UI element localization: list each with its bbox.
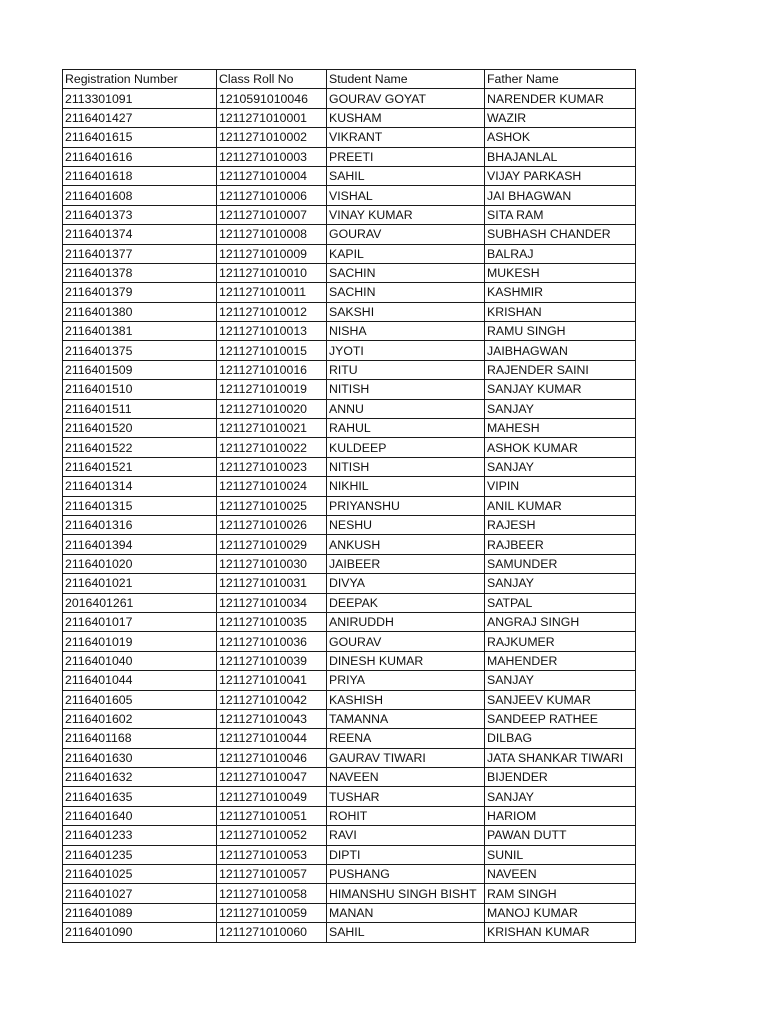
student-name-cell: GAURAV TIWARI xyxy=(327,748,485,767)
registration-number-cell: 2116401019 xyxy=(63,632,217,651)
father-name-cell: MAHESH xyxy=(485,419,636,438)
registration-number-cell: 2116401509 xyxy=(63,360,217,379)
table-row xyxy=(63,205,636,224)
registration-number-cell: 2116401017 xyxy=(63,612,217,631)
class-roll-no-cell: 1211271010020 xyxy=(217,399,327,418)
header-student-name: Student Name xyxy=(327,70,485,89)
father-name-cell: SANJAY xyxy=(485,457,636,476)
table-row xyxy=(63,108,636,127)
student-name-cell: JAIBEER xyxy=(327,554,485,573)
table-header-row xyxy=(63,70,636,89)
student-name-cell: PRIYANSHU xyxy=(327,496,485,515)
table-row xyxy=(63,690,636,709)
table-row xyxy=(63,632,636,651)
father-name-cell: HARIOM xyxy=(485,806,636,825)
table-row xyxy=(63,147,636,166)
registration-number-cell: 2116401027 xyxy=(63,884,217,903)
student-name-cell: ANIRUDDH xyxy=(327,612,485,631)
father-name-cell: DILBAG xyxy=(485,729,636,748)
table-row xyxy=(63,419,636,438)
table-row xyxy=(63,535,636,554)
registration-number-cell: 2116401630 xyxy=(63,748,217,767)
student-name-cell: SACHIN xyxy=(327,263,485,282)
class-roll-no-cell: 1211271010031 xyxy=(217,574,327,593)
father-name-cell: SATPAL xyxy=(485,593,636,612)
student-name-cell: DIPTI xyxy=(327,845,485,864)
father-name-cell: VIPIN xyxy=(485,477,636,496)
father-name-cell: SANJEEV KUMAR xyxy=(485,690,636,709)
class-roll-no-cell: 1211271010057 xyxy=(217,865,327,884)
father-name-cell: MUKESH xyxy=(485,263,636,282)
class-roll-no-cell: 1211271010015 xyxy=(217,341,327,360)
student-name-cell: DIVYA xyxy=(327,574,485,593)
father-name-cell: SANJAY KUMAR xyxy=(485,380,636,399)
father-name-cell: MANOJ KUMAR xyxy=(485,903,636,922)
father-name-cell: KRISHAN KUMAR xyxy=(485,923,636,942)
registration-number-cell: 2116401615 xyxy=(63,128,217,147)
registration-number-cell: 2116401316 xyxy=(63,515,217,534)
father-name-cell: SANJAY xyxy=(485,787,636,806)
student-name-cell: SAHIL xyxy=(327,923,485,942)
registration-number-cell: 2116401168 xyxy=(63,729,217,748)
father-name-cell: SANDEEP RATHEE xyxy=(485,709,636,728)
student-name-cell: NESHU xyxy=(327,515,485,534)
student-name-cell: SACHIN xyxy=(327,283,485,302)
class-roll-no-cell: 1211271010058 xyxy=(217,884,327,903)
table-row xyxy=(63,89,636,108)
student-name-cell: SAHIL xyxy=(327,166,485,185)
registration-number-cell: 2116401040 xyxy=(63,651,217,670)
table-row xyxy=(63,709,636,728)
father-name-cell: NARENDER KUMAR xyxy=(485,89,636,108)
table-row xyxy=(63,574,636,593)
table-row xyxy=(63,263,636,282)
student-name-cell: NAVEEN xyxy=(327,768,485,787)
registration-number-cell: 2116401616 xyxy=(63,147,217,166)
table-row xyxy=(63,225,636,244)
class-roll-no-cell: 1211271010047 xyxy=(217,768,327,787)
student-name-cell: NIKHIL xyxy=(327,477,485,496)
table-row xyxy=(63,457,636,476)
registration-number-cell: 2116401632 xyxy=(63,768,217,787)
table-row xyxy=(63,380,636,399)
registration-number-cell: 2116401381 xyxy=(63,322,217,341)
class-roll-no-cell: 1211271010025 xyxy=(217,496,327,515)
table-row xyxy=(63,283,636,302)
table-row xyxy=(63,302,636,321)
table-row xyxy=(63,671,636,690)
table-row xyxy=(63,399,636,418)
class-roll-no-cell: 1210591010046 xyxy=(217,89,327,108)
class-roll-no-cell: 1211271010042 xyxy=(217,690,327,709)
class-roll-no-cell: 1211271010046 xyxy=(217,748,327,767)
class-roll-no-cell: 1211271010004 xyxy=(217,166,327,185)
father-name-cell: ANGRAJ SINGH xyxy=(485,612,636,631)
father-name-cell: RAJENDER SAINI xyxy=(485,360,636,379)
class-roll-no-cell: 1211271010043 xyxy=(217,709,327,728)
student-name-cell: RAHUL xyxy=(327,419,485,438)
registration-number-cell: 2116401090 xyxy=(63,923,217,942)
table-row xyxy=(63,128,636,147)
class-roll-no-cell: 1211271010023 xyxy=(217,457,327,476)
student-name-cell: VINAY KUMAR xyxy=(327,205,485,224)
registration-number-cell: 2116401021 xyxy=(63,574,217,593)
student-name-cell: GOURAV GOYAT xyxy=(327,89,485,108)
table-row xyxy=(63,748,636,767)
father-name-cell: BHAJANLAL xyxy=(485,147,636,166)
class-roll-no-cell: 1211271010052 xyxy=(217,826,327,845)
registration-number-cell: 2116401602 xyxy=(63,709,217,728)
registration-number-cell: 2116401378 xyxy=(63,263,217,282)
student-name-cell: DINESH KUMAR xyxy=(327,651,485,670)
father-name-cell: SANJAY xyxy=(485,399,636,418)
father-name-cell: BALRAJ xyxy=(485,244,636,263)
registration-number-cell: 2016401261 xyxy=(63,593,217,612)
class-roll-no-cell: 1211271010034 xyxy=(217,593,327,612)
student-name-cell: SAKSHI xyxy=(327,302,485,321)
father-name-cell: JAI BHAGWAN xyxy=(485,186,636,205)
class-roll-no-cell: 1211271010011 xyxy=(217,283,327,302)
table-row xyxy=(63,322,636,341)
father-name-cell: PAWAN DUTT xyxy=(485,826,636,845)
class-roll-no-cell: 1211271010010 xyxy=(217,263,327,282)
table-row xyxy=(63,865,636,884)
father-name-cell: JATA SHANKAR TIWARI xyxy=(485,748,636,767)
student-name-cell: PUSHANG xyxy=(327,865,485,884)
student-table xyxy=(62,69,636,943)
header-father-name: Father Name xyxy=(485,70,636,89)
father-name-cell: SANJAY xyxy=(485,671,636,690)
table-row xyxy=(63,186,636,205)
student-name-cell: MANAN xyxy=(327,903,485,922)
father-name-cell: ASHOK xyxy=(485,128,636,147)
father-name-cell: BIJENDER xyxy=(485,768,636,787)
registration-number-cell: 2116401394 xyxy=(63,535,217,554)
student-name-cell: KAPIL xyxy=(327,244,485,263)
table-row xyxy=(63,496,636,515)
class-roll-no-cell: 1211271010035 xyxy=(217,612,327,631)
student-name-cell: RITU xyxy=(327,360,485,379)
registration-number-cell: 2116401044 xyxy=(63,671,217,690)
registration-number-cell: 2116401025 xyxy=(63,865,217,884)
father-name-cell: MAHENDER xyxy=(485,651,636,670)
father-name-cell: KASHMIR xyxy=(485,283,636,302)
table-row xyxy=(63,845,636,864)
table-row xyxy=(63,729,636,748)
class-roll-no-cell: 1211271010024 xyxy=(217,477,327,496)
registration-number-cell: 2116401374 xyxy=(63,225,217,244)
table-row xyxy=(63,884,636,903)
father-name-cell: NAVEEN xyxy=(485,865,636,884)
header-registration-number: Registration Number xyxy=(63,70,217,89)
table-row xyxy=(63,438,636,457)
class-roll-no-cell: 1211271010019 xyxy=(217,380,327,399)
father-name-cell: WAZIR xyxy=(485,108,636,127)
registration-number-cell: 2116401375 xyxy=(63,341,217,360)
father-name-cell: KRISHAN xyxy=(485,302,636,321)
class-roll-no-cell: 1211271010013 xyxy=(217,322,327,341)
class-roll-no-cell: 1211271010036 xyxy=(217,632,327,651)
class-roll-no-cell: 1211271010006 xyxy=(217,186,327,205)
table-row xyxy=(63,341,636,360)
class-roll-no-cell: 1211271010053 xyxy=(217,845,327,864)
registration-number-cell: 2116401608 xyxy=(63,186,217,205)
student-name-cell: GOURAV xyxy=(327,632,485,651)
table-row xyxy=(63,360,636,379)
registration-number-cell: 2116401089 xyxy=(63,903,217,922)
registration-number-cell: 2113301091 xyxy=(63,89,217,108)
class-roll-no-cell: 1211271010002 xyxy=(217,128,327,147)
class-roll-no-cell: 1211271010007 xyxy=(217,205,327,224)
registration-number-cell: 2116401511 xyxy=(63,399,217,418)
class-roll-no-cell: 1211271010044 xyxy=(217,729,327,748)
registration-number-cell: 2116401520 xyxy=(63,419,217,438)
father-name-cell: VIJAY PARKASH xyxy=(485,166,636,185)
table-row xyxy=(63,166,636,185)
student-name-cell: NITISH xyxy=(327,457,485,476)
student-name-cell: KUSHAM xyxy=(327,108,485,127)
student-name-cell: PRIYA xyxy=(327,671,485,690)
table-row xyxy=(63,244,636,263)
student-name-cell: PREETI xyxy=(327,147,485,166)
class-roll-no-cell: 1211271010001 xyxy=(217,108,327,127)
table-row xyxy=(63,612,636,631)
father-name-cell: RAJBEER xyxy=(485,535,636,554)
table-row xyxy=(63,806,636,825)
registration-number-cell: 2116401379 xyxy=(63,283,217,302)
registration-number-cell: 2116401235 xyxy=(63,845,217,864)
student-name-cell: NISHA xyxy=(327,322,485,341)
student-name-cell: ANKUSH xyxy=(327,535,485,554)
student-name-cell: KULDEEP xyxy=(327,438,485,457)
student-name-cell: KASHISH xyxy=(327,690,485,709)
class-roll-no-cell: 1211271010059 xyxy=(217,903,327,922)
registration-number-cell: 2116401020 xyxy=(63,554,217,573)
father-name-cell: RAJESH xyxy=(485,515,636,534)
class-roll-no-cell: 1211271010051 xyxy=(217,806,327,825)
student-name-cell: JYOTI xyxy=(327,341,485,360)
student-name-cell: RAVI xyxy=(327,826,485,845)
class-roll-no-cell: 1211271010021 xyxy=(217,419,327,438)
father-name-cell: RAJKUMER xyxy=(485,632,636,651)
class-roll-no-cell: 1211271010039 xyxy=(217,651,327,670)
father-name-cell: ANIL KUMAR xyxy=(485,496,636,515)
registration-number-cell: 2116401605 xyxy=(63,690,217,709)
father-name-cell: RAMU SINGH xyxy=(485,322,636,341)
student-name-cell: TUSHAR xyxy=(327,787,485,806)
student-name-cell: TAMANNA xyxy=(327,709,485,728)
father-name-cell: SITA RAM xyxy=(485,205,636,224)
registration-number-cell: 2116401640 xyxy=(63,806,217,825)
student-name-cell: ROHIT xyxy=(327,806,485,825)
class-roll-no-cell: 1211271010003 xyxy=(217,147,327,166)
table-row xyxy=(63,515,636,534)
table-row xyxy=(63,787,636,806)
registration-number-cell: 2116401373 xyxy=(63,205,217,224)
father-name-cell: SAMUNDER xyxy=(485,554,636,573)
father-name-cell: SUBHASH CHANDER xyxy=(485,225,636,244)
table-body xyxy=(63,89,636,942)
table-row xyxy=(63,554,636,573)
registration-number-cell: 2116401233 xyxy=(63,826,217,845)
class-roll-no-cell: 1211271010041 xyxy=(217,671,327,690)
class-roll-no-cell: 1211271010016 xyxy=(217,360,327,379)
registration-number-cell: 2116401635 xyxy=(63,787,217,806)
father-name-cell: ASHOK KUMAR xyxy=(485,438,636,457)
student-name-cell: HIMANSHU SINGH BISHT xyxy=(327,884,485,903)
father-name-cell: SANJAY xyxy=(485,574,636,593)
student-name-cell: DEEPAK xyxy=(327,593,485,612)
student-name-cell: ANNU xyxy=(327,399,485,418)
table-row xyxy=(63,768,636,787)
student-name-cell: VIKRANT xyxy=(327,128,485,147)
student-name-cell: VISHAL xyxy=(327,186,485,205)
class-roll-no-cell: 1211271010030 xyxy=(217,554,327,573)
father-name-cell: JAIBHAGWAN xyxy=(485,341,636,360)
class-roll-no-cell: 1211271010012 xyxy=(217,302,327,321)
registration-number-cell: 2116401377 xyxy=(63,244,217,263)
table-row xyxy=(63,593,636,612)
table-row xyxy=(63,903,636,922)
table-row xyxy=(63,477,636,496)
registration-number-cell: 2116401427 xyxy=(63,108,217,127)
father-name-cell: RAM SINGH xyxy=(485,884,636,903)
class-roll-no-cell: 1211271010022 xyxy=(217,438,327,457)
student-name-cell: GOURAV xyxy=(327,225,485,244)
registration-number-cell: 2116401618 xyxy=(63,166,217,185)
registration-number-cell: 2116401380 xyxy=(63,302,217,321)
class-roll-no-cell: 1211271010026 xyxy=(217,515,327,534)
header-class-roll-no: Class Roll No xyxy=(217,70,327,89)
registration-number-cell: 2116401315 xyxy=(63,496,217,515)
registration-number-cell: 2116401522 xyxy=(63,438,217,457)
table-row xyxy=(63,651,636,670)
student-name-cell: REENA xyxy=(327,729,485,748)
class-roll-no-cell: 1211271010029 xyxy=(217,535,327,554)
registration-number-cell: 2116401314 xyxy=(63,477,217,496)
class-roll-no-cell: 1211271010008 xyxy=(217,225,327,244)
registration-number-cell: 2116401510 xyxy=(63,380,217,399)
student-name-cell: NITISH xyxy=(327,380,485,399)
class-roll-no-cell: 1211271010009 xyxy=(217,244,327,263)
registration-number-cell: 2116401521 xyxy=(63,457,217,476)
class-roll-no-cell: 1211271010060 xyxy=(217,923,327,942)
table-row xyxy=(63,826,636,845)
father-name-cell: SUNIL xyxy=(485,845,636,864)
table-row xyxy=(63,923,636,942)
class-roll-no-cell: 1211271010049 xyxy=(217,787,327,806)
